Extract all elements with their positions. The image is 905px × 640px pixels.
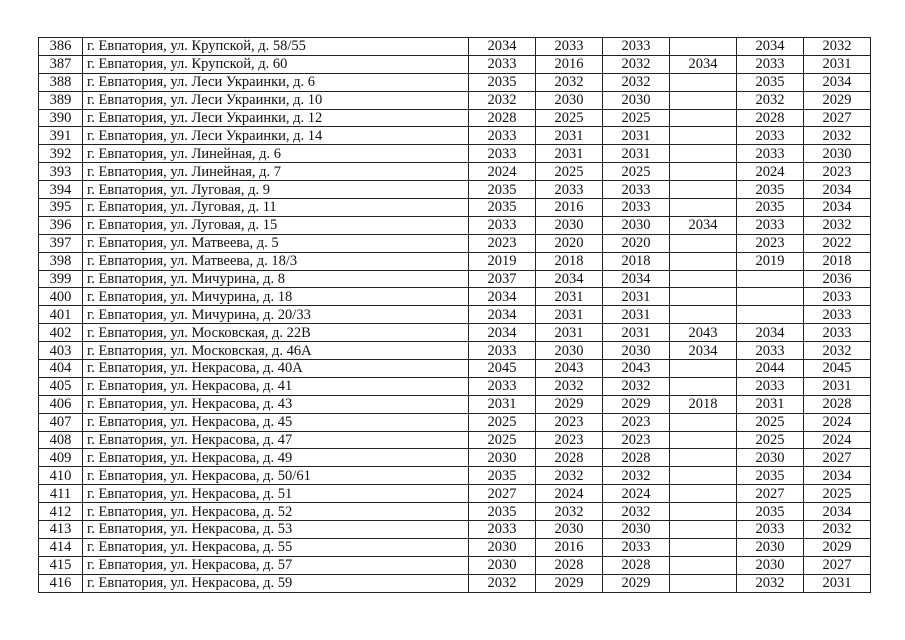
table-row [39, 574, 871, 592]
year-cell-4 [670, 485, 737, 503]
row-number-cell: 399 [39, 270, 83, 288]
year-cell-3: 2034 [603, 270, 670, 288]
year-cell-6: 2031 [804, 574, 871, 592]
year-cell-4 [670, 556, 737, 574]
table-body [39, 38, 871, 593]
year-cell-2: 2030 [536, 521, 603, 539]
row-number-cell: 407 [39, 413, 83, 431]
table-row [39, 163, 871, 181]
year-cell-5: 2035 [737, 73, 804, 91]
year-cell-3: 2032 [603, 503, 670, 521]
year-cell-3: 2030 [603, 342, 670, 360]
table-row [39, 234, 871, 252]
year-cell-5 [737, 306, 804, 324]
year-cell-4: 2018 [670, 395, 737, 413]
year-cell-6: 2030 [804, 145, 871, 163]
year-cell-3: 2043 [603, 360, 670, 378]
year-cell-2: 2018 [536, 252, 603, 270]
year-cell-5: 2031 [737, 395, 804, 413]
year-cell-3: 2032 [603, 467, 670, 485]
year-cell-4 [670, 306, 737, 324]
year-cell-1: 2033 [469, 377, 536, 395]
year-cell-6: 2032 [804, 127, 871, 145]
address-cell: г. Евпатория, ул. Луговая, д. 15 [83, 216, 469, 234]
year-cell-5: 2027 [737, 485, 804, 503]
year-cell-4 [670, 270, 737, 288]
year-cell-2: 2028 [536, 556, 603, 574]
year-cell-6: 2034 [804, 503, 871, 521]
housing-schedule-table [38, 37, 871, 593]
year-cell-5: 2032 [737, 574, 804, 592]
address-cell: г. Евпатория, ул. Линейная, д. 7 [83, 163, 469, 181]
year-cell-1: 2025 [469, 413, 536, 431]
year-cell-2: 2031 [536, 127, 603, 145]
year-cell-3: 2030 [603, 91, 670, 109]
address-cell: г. Евпатория, ул. Некрасова, д. 41 [83, 377, 469, 395]
table-row [39, 181, 871, 199]
address-cell: г. Евпатория, ул. Московская, д. 46А [83, 342, 469, 360]
year-cell-6: 2028 [804, 395, 871, 413]
year-cell-4 [670, 503, 737, 521]
address-cell: г. Евпатория, ул. Некрасова, д. 57 [83, 556, 469, 574]
address-cell: г. Евпатория, ул. Мичурина, д. 8 [83, 270, 469, 288]
year-cell-4 [670, 91, 737, 109]
year-cell-3: 2033 [603, 199, 670, 217]
year-cell-3: 2032 [603, 73, 670, 91]
year-cell-4 [670, 38, 737, 56]
year-cell-3: 2025 [603, 163, 670, 181]
year-cell-4 [670, 163, 737, 181]
year-cell-2: 2030 [536, 216, 603, 234]
year-cell-1: 2035 [469, 467, 536, 485]
year-cell-1: 2033 [469, 55, 536, 73]
table-row [39, 73, 871, 91]
year-cell-1: 2030 [469, 449, 536, 467]
year-cell-6: 2034 [804, 73, 871, 91]
year-cell-6: 2032 [804, 216, 871, 234]
year-cell-4 [670, 521, 737, 539]
year-cell-3: 2031 [603, 145, 670, 163]
year-cell-4 [670, 538, 737, 556]
table-row [39, 485, 871, 503]
year-cell-1: 2045 [469, 360, 536, 378]
year-cell-5: 2028 [737, 109, 804, 127]
table-row [39, 199, 871, 217]
row-number-cell: 414 [39, 538, 83, 556]
year-cell-6: 2032 [804, 521, 871, 539]
year-cell-3: 2031 [603, 306, 670, 324]
year-cell-5: 2033 [737, 127, 804, 145]
year-cell-6: 2033 [804, 306, 871, 324]
year-cell-1: 2033 [469, 216, 536, 234]
year-cell-1: 2034 [469, 324, 536, 342]
address-cell: г. Евпатория, ул. Луговая, д. 9 [83, 181, 469, 199]
address-cell: г. Евпатория, ул. Леси Украинки, д. 10 [83, 91, 469, 109]
year-cell-2: 2034 [536, 270, 603, 288]
year-cell-4: 2034 [670, 216, 737, 234]
year-cell-2: 2023 [536, 431, 603, 449]
year-cell-5: 2024 [737, 163, 804, 181]
year-cell-5: 2032 [737, 91, 804, 109]
year-cell-1: 2030 [469, 556, 536, 574]
table-row [39, 413, 871, 431]
year-cell-4 [670, 109, 737, 127]
year-cell-6: 2025 [804, 485, 871, 503]
year-cell-3: 2031 [603, 127, 670, 145]
year-cell-6: 2033 [804, 324, 871, 342]
year-cell-1: 2033 [469, 145, 536, 163]
year-cell-4: 2043 [670, 324, 737, 342]
table-row [39, 38, 871, 56]
year-cell-5 [737, 288, 804, 306]
year-cell-3: 2029 [603, 574, 670, 592]
year-cell-3: 2031 [603, 288, 670, 306]
address-cell: г. Евпатория, ул. Некрасова, д. 52 [83, 503, 469, 521]
address-cell: г. Евпатория, ул. Линейная, д. 6 [83, 145, 469, 163]
year-cell-5: 2035 [737, 467, 804, 485]
year-cell-5: 2033 [737, 145, 804, 163]
year-cell-4 [670, 467, 737, 485]
year-cell-6: 2029 [804, 91, 871, 109]
year-cell-5: 2035 [737, 181, 804, 199]
year-cell-1: 2033 [469, 342, 536, 360]
row-number-cell: 392 [39, 145, 83, 163]
year-cell-2: 2032 [536, 377, 603, 395]
row-number-cell: 397 [39, 234, 83, 252]
table-row [39, 521, 871, 539]
year-cell-3: 2033 [603, 38, 670, 56]
year-cell-5: 2023 [737, 234, 804, 252]
table-row [39, 145, 871, 163]
address-cell: г. Евпатория, ул. Московская, д. 22В [83, 324, 469, 342]
year-cell-2: 2032 [536, 503, 603, 521]
year-cell-6: 2022 [804, 234, 871, 252]
table-row [39, 377, 871, 395]
year-cell-6: 2018 [804, 252, 871, 270]
table-row [39, 288, 871, 306]
year-cell-2: 2023 [536, 413, 603, 431]
year-cell-3: 2028 [603, 556, 670, 574]
address-cell: г. Евпатория, ул. Некрасова, д. 43 [83, 395, 469, 413]
year-cell-5: 2030 [737, 449, 804, 467]
year-cell-4 [670, 127, 737, 145]
row-number-cell: 416 [39, 574, 83, 592]
address-cell: г. Евпатория, ул. Некрасова, д. 40А [83, 360, 469, 378]
year-cell-4 [670, 431, 737, 449]
year-cell-1: 2033 [469, 521, 536, 539]
row-number-cell: 387 [39, 55, 83, 73]
row-number-cell: 415 [39, 556, 83, 574]
year-cell-1: 2035 [469, 199, 536, 217]
address-cell: г. Евпатория, ул. Крупской, д. 58/55 [83, 38, 469, 56]
year-cell-3: 2033 [603, 538, 670, 556]
year-cell-5: 2033 [737, 342, 804, 360]
row-number-cell: 394 [39, 181, 83, 199]
year-cell-4 [670, 360, 737, 378]
table-row [39, 360, 871, 378]
address-cell: г. Евпатория, ул. Луговая, д. 11 [83, 199, 469, 217]
row-number-cell: 388 [39, 73, 83, 91]
year-cell-5: 2025 [737, 431, 804, 449]
year-cell-6: 2034 [804, 199, 871, 217]
year-cell-3: 2031 [603, 324, 670, 342]
address-cell: г. Евпатория, ул. Некрасова, д. 53 [83, 521, 469, 539]
row-number-cell: 390 [39, 109, 83, 127]
year-cell-2: 2032 [536, 467, 603, 485]
year-cell-1: 2034 [469, 38, 536, 56]
year-cell-5: 2033 [737, 377, 804, 395]
year-cell-5: 2034 [737, 324, 804, 342]
year-cell-5: 2035 [737, 503, 804, 521]
year-cell-4 [670, 234, 737, 252]
year-cell-3: 2032 [603, 55, 670, 73]
year-cell-2: 2031 [536, 306, 603, 324]
table-row [39, 431, 871, 449]
year-cell-1: 2034 [469, 306, 536, 324]
year-cell-1: 2033 [469, 127, 536, 145]
address-cell: г. Евпатория, ул. Некрасова, д. 50/61 [83, 467, 469, 485]
year-cell-2: 2028 [536, 449, 603, 467]
year-cell-5 [737, 270, 804, 288]
address-cell: г. Евпатория, ул. Некрасова, д. 59 [83, 574, 469, 592]
year-cell-2: 2031 [536, 324, 603, 342]
year-cell-1: 2034 [469, 288, 536, 306]
row-number-cell: 411 [39, 485, 83, 503]
year-cell-5: 2025 [737, 413, 804, 431]
address-cell: г. Евпатория, ул. Леси Украинки, д. 6 [83, 73, 469, 91]
row-number-cell: 400 [39, 288, 83, 306]
year-cell-4: 2034 [670, 342, 737, 360]
year-cell-6: 2027 [804, 556, 871, 574]
year-cell-3: 2023 [603, 413, 670, 431]
year-cell-4 [670, 449, 737, 467]
row-number-cell: 408 [39, 431, 83, 449]
year-cell-2: 2025 [536, 163, 603, 181]
address-cell: г. Евпатория, ул. Крупской, д. 60 [83, 55, 469, 73]
year-cell-5: 2033 [737, 521, 804, 539]
year-cell-6: 2036 [804, 270, 871, 288]
address-cell: г. Евпатория, ул. Некрасова, д. 55 [83, 538, 469, 556]
table-row [39, 324, 871, 342]
year-cell-3: 2030 [603, 216, 670, 234]
address-cell: г. Евпатория, ул. Некрасова, д. 49 [83, 449, 469, 467]
row-number-cell: 404 [39, 360, 83, 378]
year-cell-2: 2016 [536, 55, 603, 73]
row-number-cell: 396 [39, 216, 83, 234]
year-cell-6: 2032 [804, 38, 871, 56]
year-cell-6: 2034 [804, 181, 871, 199]
row-number-cell: 398 [39, 252, 83, 270]
year-cell-2: 2031 [536, 145, 603, 163]
year-cell-3: 2032 [603, 377, 670, 395]
row-number-cell: 412 [39, 503, 83, 521]
year-cell-2: 2032 [536, 73, 603, 91]
year-cell-5: 2030 [737, 538, 804, 556]
table-row [39, 109, 871, 127]
year-cell-6: 2027 [804, 449, 871, 467]
address-cell: г. Евпатория, ул. Леси Украинки, д. 14 [83, 127, 469, 145]
year-cell-2: 2016 [536, 538, 603, 556]
year-cell-3: 2030 [603, 521, 670, 539]
year-cell-6: 2045 [804, 360, 871, 378]
year-cell-1: 2032 [469, 91, 536, 109]
row-number-cell: 391 [39, 127, 83, 145]
year-cell-4 [670, 574, 737, 592]
year-cell-1: 2037 [469, 270, 536, 288]
row-number-cell: 410 [39, 467, 83, 485]
year-cell-2: 2030 [536, 342, 603, 360]
table-row [39, 216, 871, 234]
table-row [39, 556, 871, 574]
year-cell-4 [670, 181, 737, 199]
year-cell-2: 2025 [536, 109, 603, 127]
address-cell: г. Евпатория, ул. Некрасова, д. 51 [83, 485, 469, 503]
table-row [39, 395, 871, 413]
year-cell-2: 2029 [536, 574, 603, 592]
year-cell-1: 2031 [469, 395, 536, 413]
year-cell-2: 2033 [536, 38, 603, 56]
year-cell-1: 2023 [469, 234, 536, 252]
year-cell-2: 2043 [536, 360, 603, 378]
address-cell: г. Евпатория, ул. Некрасова, д. 47 [83, 431, 469, 449]
row-number-cell: 401 [39, 306, 83, 324]
year-cell-6: 2023 [804, 163, 871, 181]
table-row [39, 306, 871, 324]
year-cell-2: 2016 [536, 199, 603, 217]
address-cell: г. Евпатория, ул. Мичурина, д. 20/33 [83, 306, 469, 324]
year-cell-2: 2024 [536, 485, 603, 503]
table-row [39, 91, 871, 109]
address-cell: г. Евпатория, ул. Некрасова, д. 45 [83, 413, 469, 431]
year-cell-6: 2032 [804, 342, 871, 360]
year-cell-1: 2035 [469, 73, 536, 91]
table-row [39, 55, 871, 73]
year-cell-6: 2024 [804, 413, 871, 431]
year-cell-1: 2035 [469, 503, 536, 521]
year-cell-2: 2033 [536, 181, 603, 199]
year-cell-6: 2029 [804, 538, 871, 556]
year-cell-1: 2027 [469, 485, 536, 503]
year-cell-4 [670, 199, 737, 217]
year-cell-5: 2019 [737, 252, 804, 270]
year-cell-4 [670, 377, 737, 395]
year-cell-6: 2024 [804, 431, 871, 449]
table-row [39, 538, 871, 556]
table-row [39, 127, 871, 145]
year-cell-1: 2030 [469, 538, 536, 556]
table-row [39, 270, 871, 288]
year-cell-5: 2035 [737, 199, 804, 217]
year-cell-3: 2018 [603, 252, 670, 270]
year-cell-3: 2020 [603, 234, 670, 252]
year-cell-2: 2030 [536, 91, 603, 109]
year-cell-3: 2033 [603, 181, 670, 199]
address-cell: г. Евпатория, ул. Матвеева, д. 18/3 [83, 252, 469, 270]
table-row [39, 252, 871, 270]
year-cell-4 [670, 73, 737, 91]
year-cell-3: 2024 [603, 485, 670, 503]
year-cell-6: 2034 [804, 467, 871, 485]
table-row [39, 449, 871, 467]
year-cell-1: 2019 [469, 252, 536, 270]
year-cell-1: 2028 [469, 109, 536, 127]
year-cell-3: 2028 [603, 449, 670, 467]
year-cell-4 [670, 413, 737, 431]
row-number-cell: 405 [39, 377, 83, 395]
address-cell: г. Евпатория, ул. Мичурина, д. 18 [83, 288, 469, 306]
year-cell-3: 2023 [603, 431, 670, 449]
year-cell-5: 2033 [737, 216, 804, 234]
year-cell-4 [670, 288, 737, 306]
year-cell-1: 2035 [469, 181, 536, 199]
year-cell-4: 2034 [670, 55, 737, 73]
year-cell-5: 2044 [737, 360, 804, 378]
year-cell-3: 2025 [603, 109, 670, 127]
year-cell-1: 2024 [469, 163, 536, 181]
year-cell-1: 2025 [469, 431, 536, 449]
row-number-cell: 402 [39, 324, 83, 342]
year-cell-4 [670, 145, 737, 163]
table-row [39, 342, 871, 360]
year-cell-2: 2020 [536, 234, 603, 252]
row-number-cell: 403 [39, 342, 83, 360]
year-cell-5: 2030 [737, 556, 804, 574]
row-number-cell: 386 [39, 38, 83, 56]
year-cell-5: 2034 [737, 38, 804, 56]
year-cell-6: 2031 [804, 55, 871, 73]
year-cell-5: 2033 [737, 55, 804, 73]
row-number-cell: 409 [39, 449, 83, 467]
row-number-cell: 395 [39, 199, 83, 217]
table-row [39, 503, 871, 521]
address-cell: г. Евпатория, ул. Матвеева, д. 5 [83, 234, 469, 252]
row-number-cell: 393 [39, 163, 83, 181]
row-number-cell: 413 [39, 521, 83, 539]
year-cell-2: 2029 [536, 395, 603, 413]
row-number-cell: 389 [39, 91, 83, 109]
year-cell-6: 2033 [804, 288, 871, 306]
year-cell-6: 2027 [804, 109, 871, 127]
table-row [39, 467, 871, 485]
row-number-cell: 406 [39, 395, 83, 413]
address-cell: г. Евпатория, ул. Леси Украинки, д. 12 [83, 109, 469, 127]
year-cell-3: 2029 [603, 395, 670, 413]
year-cell-6: 2031 [804, 377, 871, 395]
year-cell-4 [670, 252, 737, 270]
year-cell-1: 2032 [469, 574, 536, 592]
year-cell-2: 2031 [536, 288, 603, 306]
